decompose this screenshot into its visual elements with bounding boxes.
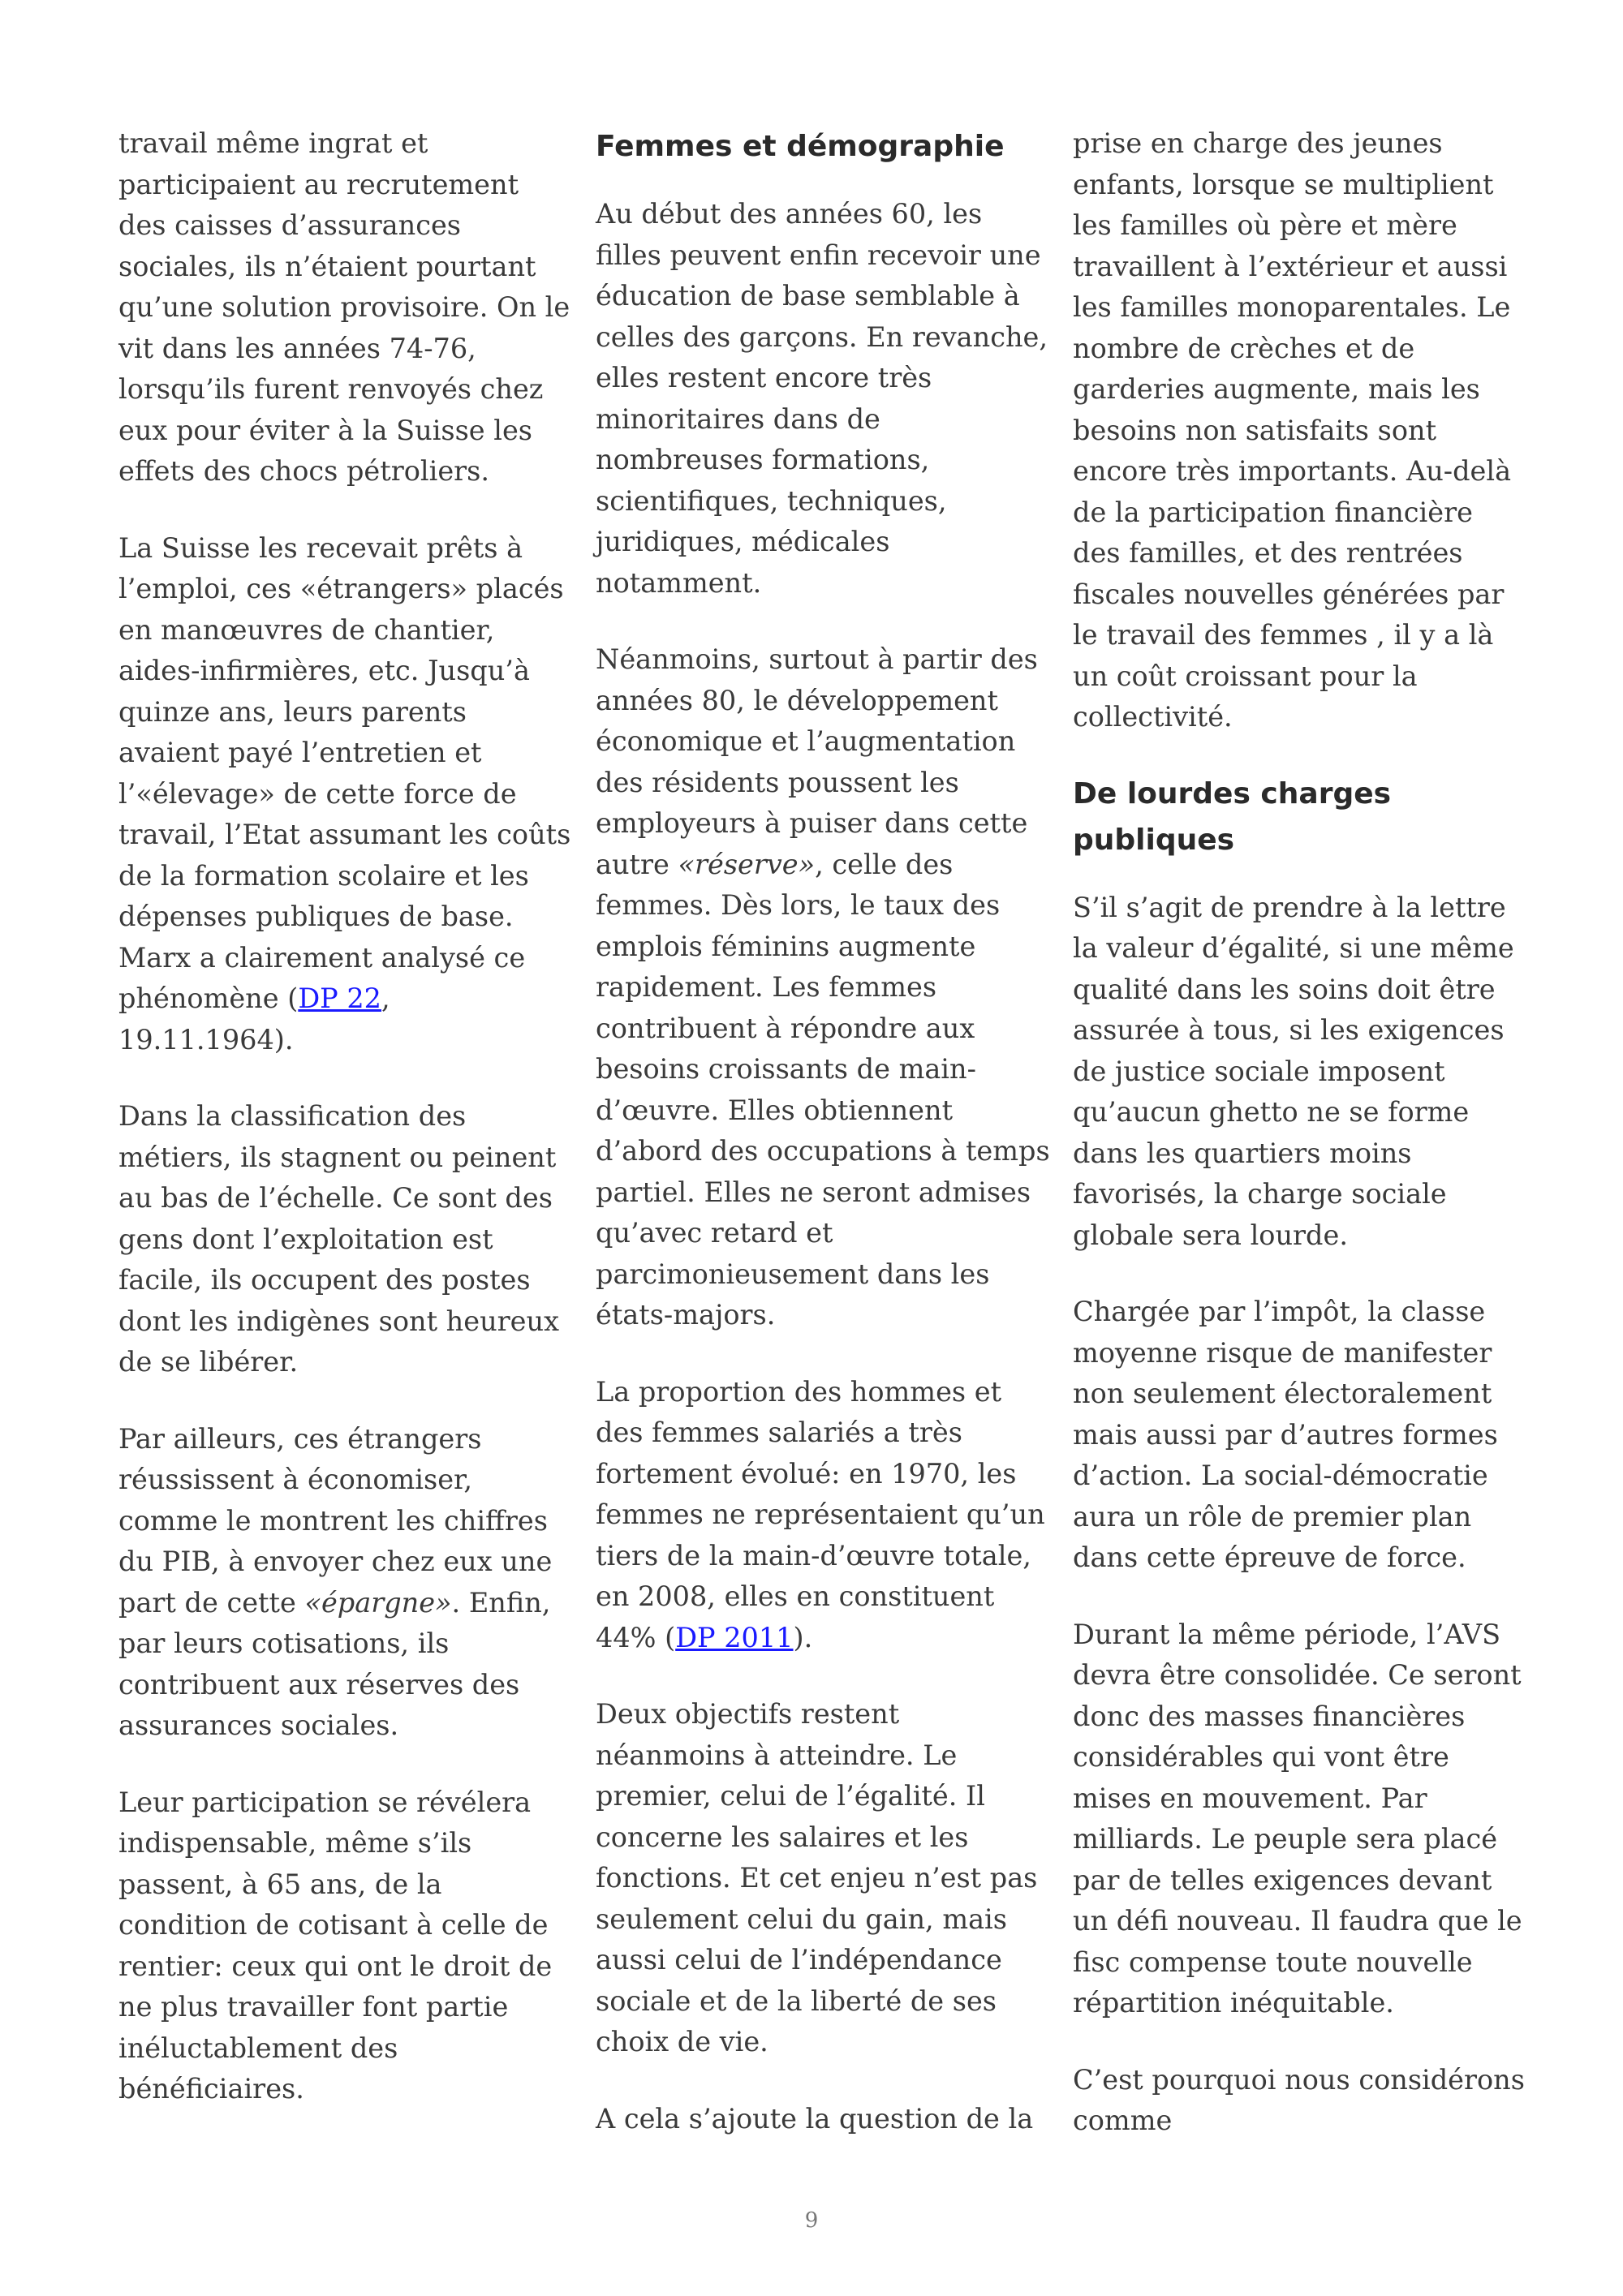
paragraph-two-objectives: Deux objectifs restent néanmoins à atteindre. Le premier, celui de l’égalité. Il concerne les salaires et les fonctions. Et cet enjeu n’est pas seulement celui du gain, mais aussi celui de l’indépendance sociale et de la liberté de ses choix de vie. bbox=[596, 1698, 1038, 2057]
text-span: , celle des femmes. Dès lors, le taux des emplois féminins augmente rapidement. Les femmes contribuent à répondre aux besoins croissants de main-d’œuvre. Elles obtiennent d’abord des occupations à temps partiel. Elles ne seront admises qu’avec retard et parcimonieusement dans les états-majors. bbox=[596, 848, 1050, 1331]
paragraph-additional-question: A cela s’ajoute la question de la bbox=[596, 2102, 1034, 2135]
paragraph-participation: Leur participation se révélera indispensable, même s’ils passent, à 65 ans, de la condition de cotisant à celle de rentier: ceux qui ont le droit de ne plus travailler font partie inéluctablement des bénéficiaires. bbox=[118, 1786, 553, 2105]
text-span: La proportion des hommes et des femmes salariés a très fortement évolué: en 1970, les femmes ne représentaient qu’un tiers de la main-d’œuvre totale, en 2008, elles en constituent 44% ( bbox=[596, 1375, 1045, 1653]
emphasis-epargne: «épargne» bbox=[304, 1586, 452, 1619]
paragraph-conclusion-start: C’est pourquoi nous considérons comme bbox=[1073, 2063, 1525, 2136]
paragraph-middle-class: Chargée par l’impôt, la classe moyenne risque de manifester non seulement électoralement mais aussi par d’autres formes d’action. La social-démocratie aura un rôle de premier plan dans cette épreuve de force. bbox=[1073, 1296, 1498, 1573]
text-span: , 19.11.1964). bbox=[118, 982, 390, 1056]
paragraph-job-classification: Dans la classification des métiers, ils stagnent ou peinent au bas de l’échelle. Ce sont des gens dont l’exploitation est facile, ils occupent des postes dont les indigènes sont heureux de se libérer. bbox=[118, 1100, 559, 1378]
column-right bbox=[1073, 123, 1527, 2142]
text-span: Par ailleurs, ces étrangers réussissent à économiser, comme le montrent les chiffres du PIB, à envoyer chez eux une part de cette bbox=[118, 1422, 553, 1619]
section-heading-public-charges: De lourdes charges publiques bbox=[1073, 776, 1392, 857]
column-middle bbox=[596, 123, 1050, 2139]
link-dp-2011[interactable]: DP 2011 bbox=[675, 1621, 794, 1653]
column-left bbox=[118, 123, 573, 2110]
emphasis-reserve: «réserve» bbox=[678, 848, 816, 880]
text-span: . Enfin, par leurs cotisations, ils contribuent aux réserves des assurances sociales. bbox=[118, 1586, 551, 1741]
paragraph-switzerland-foreigners bbox=[118, 528, 573, 1061]
paragraph-childcare: prise en charge des jeunes enfants, lorsque se multiplient les familles où père et mère travaillent à l’extérieur et aussi les familles monoparentales. Le nombre de crèches et de garderies augmente, mais les besoins non satisfaits sont encore très importants. Au-delà de la participation financière des familles, et des rentrées fiscales nouvelles générées par le travail des femmes , il y a là un coût croissant pour la collectivité. bbox=[1073, 127, 1512, 733]
page-number: 9 bbox=[804, 2208, 819, 2233]
paragraph-workers-provisional: travail même ingrat et participaient au recrutement des caisses d’assurances sociales, ils n’étaient pourtant qu’une solution provisoire. On le vit dans les années 74-76, lorsqu’ils furent renvoyés chez eux pour éviter à la Suisse les effets des chocs pétroliers. bbox=[118, 127, 570, 487]
paragraph-equality-value: S’il s’agit de prendre à la lettre la valeur d’égalité, si une même qualité dans les soins doit être assurée à tous, si les exigences de justice sociale imposent qu’aucun ghetto ne se forme dans les quartiers moins favorisés, la charge sociale globale sera lourde. bbox=[1073, 891, 1514, 1251]
section-heading-women-demography: Femmes et démographie bbox=[596, 130, 1005, 163]
link-dp-22[interactable]: DP 22 bbox=[298, 982, 381, 1014]
text-span: Néanmoins, surtout à partir des années 80, le développement économique et l’augmentation des résidents poussent les employeurs à puiser dans cette autre bbox=[596, 643, 1038, 880]
text-span: La Suisse les recevait prêts à l’emploi, ces «étrangers» placés en manœuvres de chantier, aides-infirmières, etc. Jusqu’à quinze ans, leurs parents avaient payé l’entretien et l’«élevage» de cette force de travail, l’Etat assumant les coûts de la formation scolaire et les dépenses publiques de base. Marx a clairement analysé ce phénomène ( bbox=[118, 531, 571, 1014]
paragraph-women-employment bbox=[596, 639, 1050, 1336]
paragraph-girls-education: Au début des années 60, les filles peuvent enfin recevoir une éducation de base semblable à celles des garçons. En revanche, elles restent encore très minoritaires dans de nombreuses formations, scientifiques, techniques, juridiques, médicales notamment. bbox=[596, 198, 1048, 599]
paragraph-avs: Durant la même période, l’AVS devra être consolidée. Ce seront donc des masses financières considérables qui vont être mises en mouvement. Par milliards. Le peuple sera placé par de telles exigences devant un défi nouveau. Il faudra que le fisc compense toute nouvelle répartition inéquitable. bbox=[1073, 1618, 1522, 2019]
paragraph-savings bbox=[118, 1419, 573, 1747]
text-span: ). bbox=[793, 1621, 813, 1653]
paragraph-salaried-proportion bbox=[596, 1372, 1050, 1659]
